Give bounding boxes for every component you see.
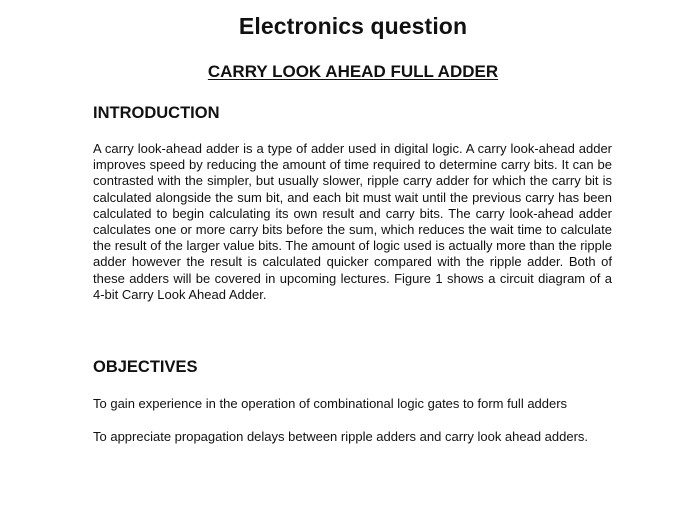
page-title: Electronics question (238, 13, 468, 39)
objectives-heading: OBJECTIVES (93, 358, 198, 376)
introduction-paragraph: A carry look-ahead adder is a type of adder used in digital logic. A carry look-ahead adder improves speed by reducing the amount of time required to determine carry bits. It can be contrasted with the simpler, but usually slower, ripple carry adder for which the carry bit is calculated alongside the sum bit, and each bit must wait until the previous carry has been calculated to begin calculating its own result and carry bits. The carry look-ahead adder calculates one or more carry bits before the sum, which reduces the wait time to calculate the result of the larger value bits. The amount of logic used is actually more than the ripple adder however the result is calculated quicker compared with the ripple adder. Both of these adders will be covered in upcoming lectures. Figure 1 shows a circuit diagram of a 4-bit Carry Look Ahead Adder. (93, 141, 612, 302)
objective-item: To gain experience in the operation of combinational logic gates to form full adders (93, 396, 568, 411)
document-title: CARRY LOOK AHEAD FULL ADDER (207, 62, 499, 81)
objective-item: To appreciate propagation delays between ripple adders and carry look ahead adders. (93, 429, 589, 444)
introduction-heading: INTRODUCTION (93, 104, 220, 122)
